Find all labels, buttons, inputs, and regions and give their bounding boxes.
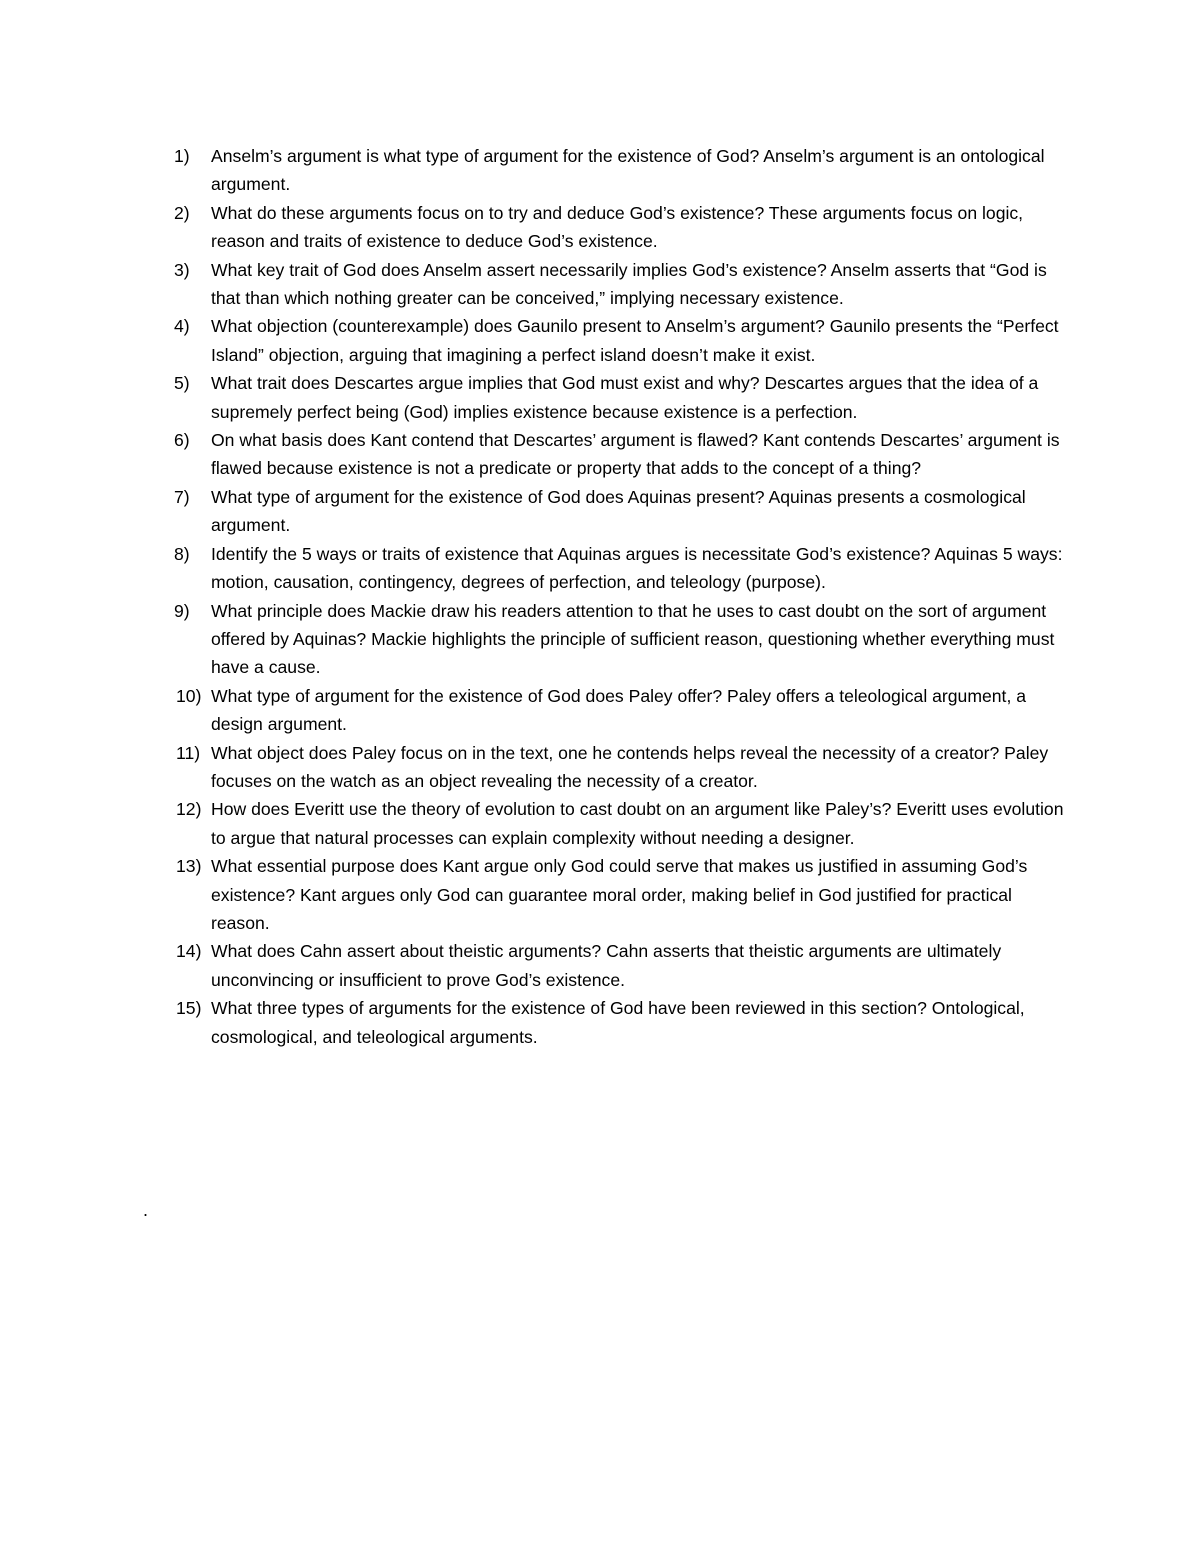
list-item: [166, 682, 1066, 739]
item-text: What trait does Descartes argue implies that God must exist and why? Descartes argues that the idea of a supremely perfect being (God) implies existence because existence is a perfection.: [211, 373, 1039, 422]
item-text: What essential purpose does Kant argue only God could serve that makes us justified in assuming God’s existence? Kant argues only God can guarantee moral order, making belief in God justified for practical reason.: [211, 856, 1028, 933]
item-text: Anselm’s argument is what type of argument for the existence of God? Anselm’s argument is an ontological argument.: [211, 146, 1045, 195]
list-item: [166, 369, 1066, 426]
item-number: 2): [174, 202, 190, 223]
question-answer-list: [166, 142, 1066, 1051]
item-text: What three types of arguments for the existence of God have been reviewed in this section? Ontological, cosmological, and teleological arguments.: [211, 998, 1025, 1047]
item-text: What do these arguments focus on to try and deduce God’s existence? These arguments focus on logic, reason and traits of existence to deduce God’s existence.: [211, 202, 1024, 252]
list-item: [166, 426, 1066, 483]
item-number: 15): [176, 998, 202, 1019]
list-item: [166, 483, 1066, 540]
item-number: 8): [174, 543, 190, 564]
list-item: [166, 540, 1066, 597]
item-number: 5): [174, 373, 190, 394]
item-text: On what basis does Kant contend that Descartes’ argument is flawed? Kant contends Descartes’ argument is flawed because existence is not a predicate or property that adds to the concept of a thing?: [211, 430, 1060, 479]
item-text: What object does Paley focus on in the text, one he contends helps reveal the necessity of a creator? Paley focuses on the watch as an object revealing the necessity of a creator.: [211, 742, 1049, 791]
stray-period-mark: .: [143, 1200, 149, 1220]
list-item: [166, 142, 1066, 199]
item-text: What objection (counterexample) does Gaunilo present to Anselm’s argument? Gaunilo presents the “Perfect Island” objection, arguing that imagining a perfect island doesn’t make it exist.: [211, 316, 1059, 365]
item-text: How does Everitt use the theory of evolution to cast doubt on an argument like Paley’s? Everitt uses evolution to argue that natural processes can explain complexity without needing a designer.: [211, 799, 1064, 848]
item-number: 7): [174, 486, 190, 507]
item-number: 4): [174, 316, 190, 337]
list-item: [166, 312, 1066, 369]
list-item: [166, 994, 1066, 1051]
list-item: [166, 795, 1066, 852]
item-number: 9): [174, 600, 190, 621]
item-number: 12): [176, 799, 202, 820]
item-number: 6): [174, 430, 190, 451]
item-text: What does Cahn assert about theistic arguments? Cahn asserts that theistic arguments are ultimately unconvincing or insufficient to prove God’s existence.: [211, 941, 1002, 990]
list-item: [166, 199, 1066, 256]
item-number: 14): [176, 941, 202, 962]
item-number: 13): [176, 856, 202, 877]
list-item: [166, 937, 1066, 994]
item-number: 1): [174, 146, 190, 166]
list-item: [166, 739, 1066, 796]
item-text: What type of argument for the existence of God does Aquinas present? Aquinas presents a cosmological argument.: [211, 486, 1026, 536]
list-item: [166, 852, 1066, 937]
list-item: [166, 597, 1066, 682]
list-item: [166, 256, 1066, 313]
item-number: 11): [176, 742, 201, 763]
item-text: What key trait of God does Anselm assert necessarily implies God’s existence? Anselm asserts that “God is that than which nothing greater can be conceived,” implying necessary existence.: [211, 259, 1047, 309]
item-number: 10): [176, 685, 202, 706]
item-text: Identify the 5 ways or traits of existence that Aquinas argues is necessitate God’s existence? Aquinas 5 ways: motion, causation, contingency, degrees of perfection, and teleology (purpose).: [211, 543, 1063, 593]
item-text: What principle does Mackie draw his readers attention to that he uses to cast doubt on the sort of argument offered by Aquinas? Mackie highlights the principle of sufficient reason, questioning whether everything must have a cause.: [211, 600, 1055, 678]
item-text: What type of argument for the existence of God does Paley offer? Paley offers a teleological argument, a design argument.: [211, 685, 1026, 735]
item-number: 3): [174, 259, 190, 280]
